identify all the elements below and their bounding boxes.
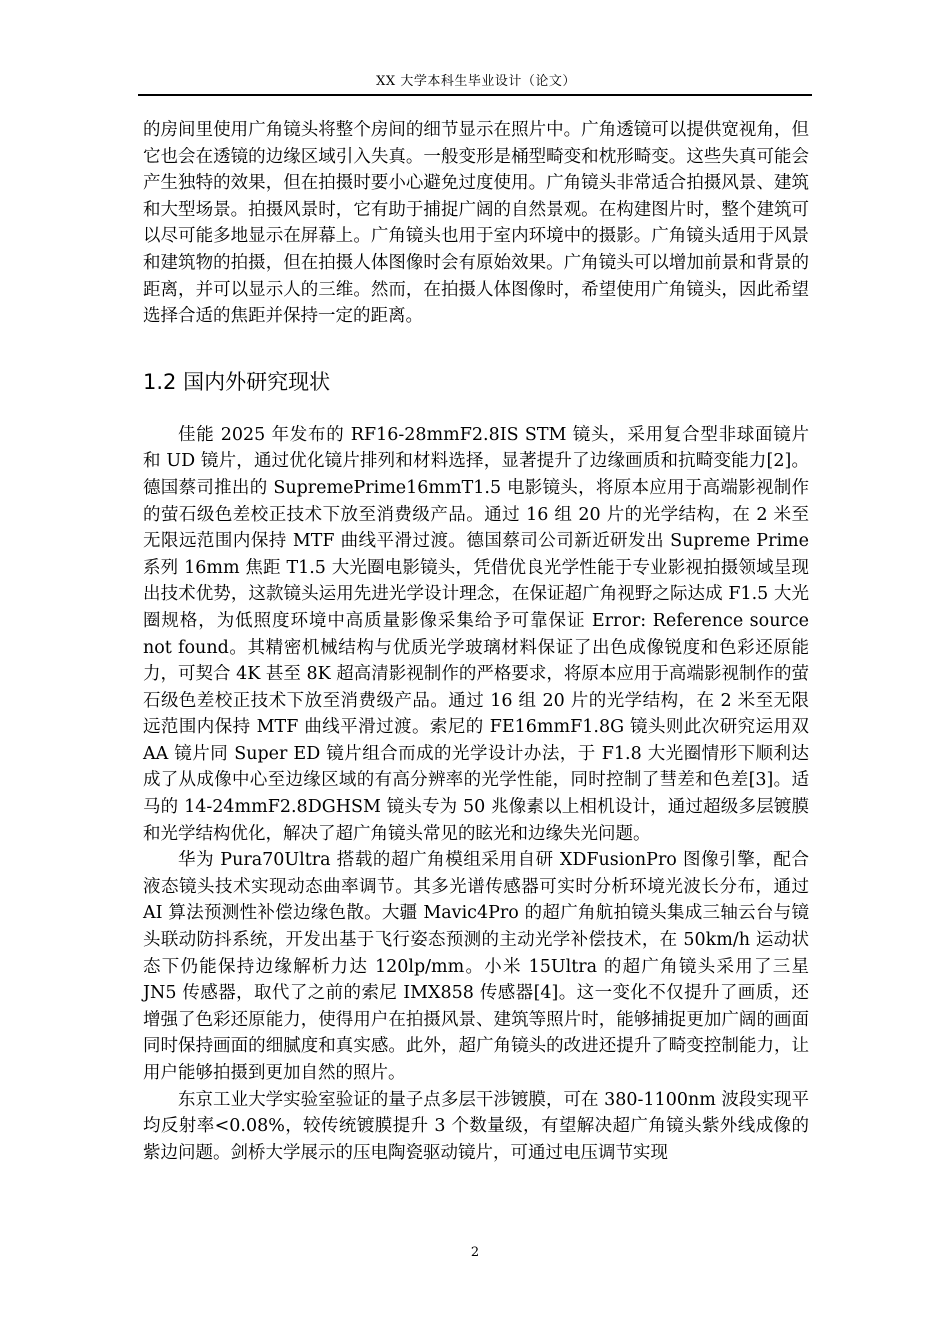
paragraph-smartphone-modules: 华为 Pura70Ultra 搭载的超广角模组采用自研 XDFusionPro 图像引擎，配合液态镜头技术实现动态曲率调节。其多光谱传感器可实时分析环境光波长分布，通过 AI 算法预测性补偿边缘色散。大疆 Mavic4Pro 的超广角航拍镜头集成三轴云台与镜头联动防抖系统，开发出基于飞行姿态预测的主动光学补偿技术，在 50km/h 运动状态下仍能保持边缘解析力达 120lp/mm。小米 15Ultra 的超广角镜头采用了三星 JN5 传感器，取代了之前的索尼 IMX858 传感器[4]。这一变化不仅提升了画质，还增强了色彩还原能力，使得用户在拍摄风景、建筑等照片时，能够捕捉更加广阔的画面同时保持画面的细腻度和真实感。此外，超广角镜头的改进还提升了畸变控制能力，让用户能够拍摄到更加自然的照片。	[143, 850, 809, 1083]
header-rule	[138, 94, 812, 96]
section-heading: 1.2 国内外研究现状	[143, 369, 331, 394]
page-number: 2	[470, 1245, 480, 1260]
running-header: XX 大学本科生毕业设计（论文）	[376, 74, 576, 89]
paragraph-research-labs: 东京工业大学实验室验证的量子点多层干涉镀膜，可在 380-1100nm 波段实现平均反射率<0.08%，较传统镀膜提升 3 个数量级，有望解决超广角镜头紫外线成像的紫边问题。剑桥大学展示的压电陶瓷驱动镜片，可通过电压调节实现	[143, 1089, 809, 1163]
continuation-paragraph: 的房间里使用广角镜头将整个房间的细节显示在照片中。广角透镜可以提供宽视角，但它也会在透镜的边缘区域引入失真。一般变形是桶型畸变和枕形畸变。这些失真可能会产生独特的效果，但在拍摄时要小心避免过度使用。广角镜头非常适合拍摄风景、建筑和大型场景。拍摄风景时，它有助于捕捉广阔的自然景观。在构建图片时，整个建筑可以尽可能多地显示在屏幕上。广角镜头也用于室内环境中的摄影。广角镜头适用于风景和建筑物的拍摄，但在拍摄人体图像时会有原始效果。广角镜头可以增加前景和背景的距离，并可以显示人的三维。然而，在拍摄人体图像时，希望使用广角镜头，因此希望选择合适的焦距并保持一定的距离。	[143, 120, 809, 327]
paragraph-lens-survey: 佳能 2025 年发布的 RF16-28mmF2.8IS STM 镜头，采用复合型非球面镜片和 UD 镜片，通过优化镜片排列和材料选择，显著提升了边缘画质和抗畸变能力[2]。德国蔡司推出的 SupremePrime16mmT1.5 电影镜头，将原本应用于高端影视制作的萤石级色差校正技术下放至消费级产品。通过 16 组 20 片的光学结构，在 2 米至无限远范围内保持 MTF 曲线平滑过渡。德国蔡司公司新近研发出 Supreme Prime 系列 16mm 焦距 T1.5 大光圈电影镜头，凭借优良光学性能于专业影视拍摄领域呈现出技术优势，这款镜头运用先进光学设计理念，在保证超广角视野之际达成 F1.5 大光圈规格，为低照度环境中高质量影像采集给予可靠保证 Error: Reference source not found。其精密机械结构与优质光学玻璃材料保证了出色成像锐度和色彩还原能力，可契合 4K 甚至 8K 超高清影视制作的严格要求，将原本应用于高端影视制作的萤石级色差校正技术下放至消费级产品。通过 16 组 20 片的光学结构，在 2 米至无限远范围内保持 MTF 曲线平滑过渡。索尼的 FE16mmF1.8G 镜头则此次研究运用双 AA 镜片同 Super ED 镜片组合而成的光学设计办法，于 F1.8 大光圈情形下顺利达成了从成像中心至边缘区域的有高分辨率的光学性能，同时控制了彗差和色差[3]。适马的 14-24mmF2.8DGHSM 镜头专为 50 兆像素以上相机设计，通过超级多层镀膜和光学结构优化，解决了超广角镜头常见的眩光和边缘失光问题。	[143, 424, 809, 844]
body-text	[143, 117, 809, 1166]
